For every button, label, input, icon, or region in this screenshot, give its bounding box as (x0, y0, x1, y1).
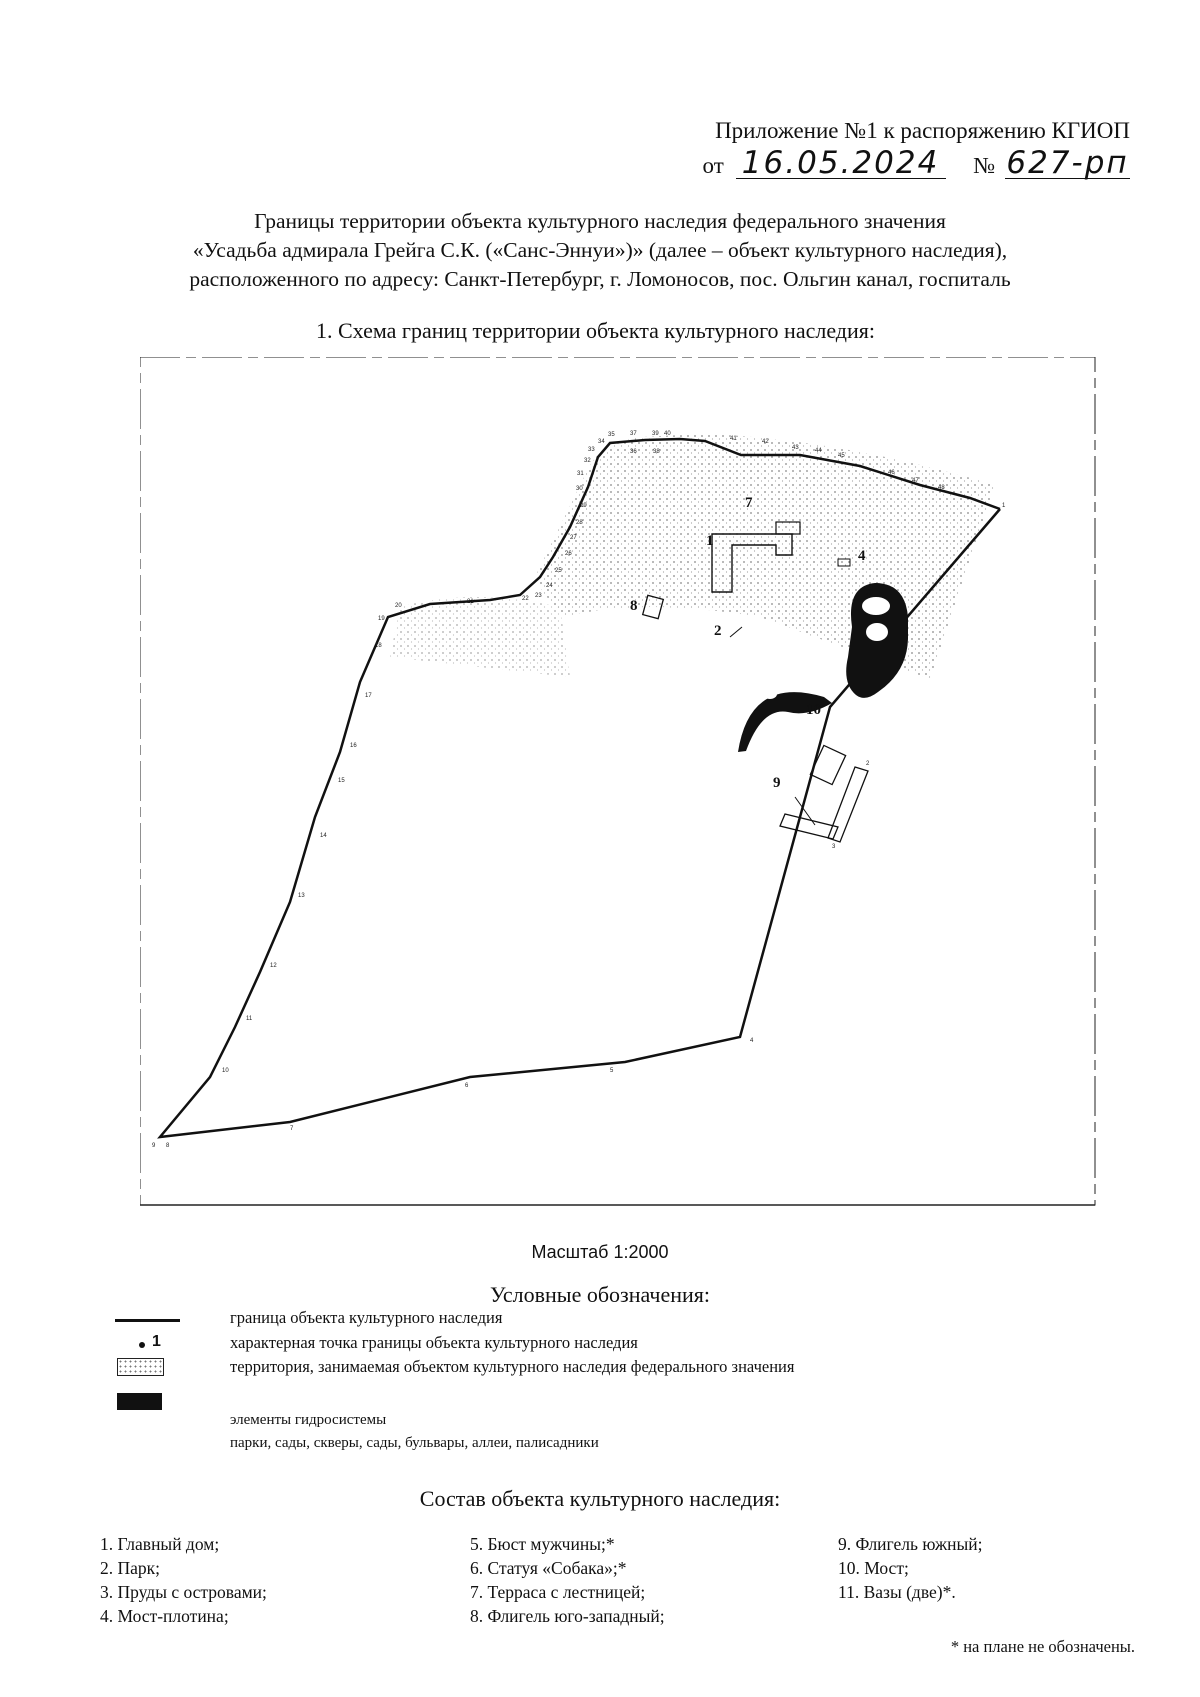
label-ponds: 3 (866, 583, 874, 599)
point-label: 1 (1002, 503, 1006, 509)
point-label: 27 (570, 535, 577, 541)
point-label: 25 (555, 568, 562, 574)
point-label: 16 (350, 743, 357, 749)
point-label: 35 (608, 432, 615, 438)
legend-title: Условные обозначения: (489, 1282, 711, 1307)
label-terrace: 7 (745, 495, 753, 511)
point-label: 13 (298, 893, 305, 899)
point-label: 46 (888, 470, 895, 476)
label-sw-wing: 8 (630, 598, 638, 614)
point-label: 44 (815, 448, 822, 454)
label-park: 2 (714, 623, 722, 639)
point-label: 3 (832, 844, 836, 850)
point-label: 39 (652, 431, 659, 437)
legend-territory-symbol (117, 1358, 164, 1376)
label-bridge: 10 (806, 702, 821, 718)
footnote: * на плане не обозначены. (950, 1637, 1135, 1656)
number-prefix: № (973, 153, 996, 178)
point-label: 24 (546, 583, 553, 589)
order-line (702, 145, 1130, 181)
label-main-house: 1 (706, 533, 714, 549)
point-label: 22 (522, 596, 529, 602)
point-label: 15 (338, 778, 345, 784)
composition-item: 3. Пруды с островами; (100, 1582, 267, 1602)
point-label: 33 (588, 447, 595, 453)
composition-item: 8. Флигель юго-западный; (470, 1606, 665, 1626)
legend-boundary: граница объекта культурного наследия (230, 1308, 503, 1327)
composition-item: 6. Статуя «Собака»;* (470, 1558, 627, 1578)
composition-item: 2. Парк; (100, 1558, 161, 1578)
title-line-1: Границы территории объекта культурного наследия федерального значения (254, 209, 946, 233)
point-label: 40 (664, 431, 671, 437)
point-label: 5 (610, 1068, 614, 1074)
composition-item: 11. Вазы (две)*. (838, 1582, 956, 1602)
point-label: 19 (378, 616, 385, 622)
legend-territory: территория, занимаемая объектом культурного наследия федерального значения (230, 1357, 795, 1376)
point-label: 7 (290, 1126, 294, 1132)
point-label: 10 (222, 1068, 229, 1074)
composition-item: 10. Мост; (838, 1558, 909, 1578)
point-label: 9 (152, 1143, 156, 1149)
section-scheme-heading: 1. Схема границ территории объекта культурного наследия: (316, 318, 876, 343)
point-label: 26 (565, 551, 572, 557)
point-label: 38 (653, 449, 660, 455)
order-date: 16.05.2024 (736, 148, 946, 179)
point-label: 36 (630, 449, 637, 455)
point-label: 47 (912, 478, 919, 484)
title-line-2: «Усадьба адмирала Грейга С.К. («Санс-Эннуи»)» (далее – объект культурного наследия), (192, 238, 1008, 262)
composition-column-2 (470, 1532, 665, 1628)
legend-point-symbol (139, 1342, 145, 1348)
composition-item: 4. Мост-плотина; (100, 1606, 229, 1626)
composition-item: 1. Главный дом; (100, 1534, 220, 1554)
point-label: 31 (577, 471, 584, 477)
map-scale: Масштаб 1:2000 (531, 1242, 669, 1262)
point-label: 12 (270, 963, 277, 969)
point-label: 45 (838, 453, 845, 459)
composition-item: 5. Бюст мужчины;* (470, 1534, 615, 1554)
point-label: 30 (576, 486, 583, 492)
point-label: 34 (598, 439, 605, 445)
boundary-scheme-map (140, 357, 1100, 1237)
legend-point: характерная точка границы объекта культурного наследия (230, 1333, 638, 1352)
point-label: 29 (580, 503, 587, 509)
composition-title: Состав объекта культурного наследия: (419, 1486, 781, 1511)
point-label: 37 (630, 431, 637, 437)
composition-column-3 (838, 1532, 982, 1604)
point-label: 20 (395, 603, 402, 609)
legend-hydro: элементы гидросистемы (230, 1412, 387, 1428)
territory-hatch (535, 434, 995, 679)
point-label: 11 (246, 1016, 253, 1022)
point-label: 43 (792, 445, 799, 451)
label-south-wing: 9 (773, 775, 781, 791)
composition-item: 9. Флигель южный; (838, 1534, 983, 1554)
point-label: 23 (535, 593, 542, 599)
label-dam-bridge: 4 (858, 548, 866, 564)
point-label: 32 (584, 458, 591, 464)
point-label: 8 (166, 1143, 170, 1149)
point-label: 28 (576, 520, 583, 526)
legend-parks: парки, сады, скверы, сады, бульвары, аллеи, палисадники (230, 1435, 599, 1451)
order-number: 627-рп (1006, 145, 1129, 181)
island-upper (862, 597, 890, 615)
point-label: 2 (866, 761, 870, 767)
building-south-wing (828, 767, 868, 842)
point-label: 18 (375, 643, 382, 649)
point-label: 48 (938, 485, 945, 491)
composition-column-1 (100, 1532, 267, 1628)
building-south-wing-annex (810, 745, 845, 784)
legend-hydro-symbol (117, 1393, 162, 1410)
point-label: 6 (465, 1083, 469, 1089)
point-label: 41 (730, 436, 737, 442)
legend-boundary-line-symbol (115, 1319, 180, 1322)
point-label: 14 (320, 833, 327, 839)
title-line-3: расположенного по адресу: Санкт-Петербург, г. Ломоносов, пос. Ольгин канал, госпиталь (189, 267, 1011, 291)
composition-item: 7. Терраса с лестницей; (470, 1582, 646, 1602)
point-label: 42 (762, 439, 769, 445)
from-prefix: от (702, 153, 724, 178)
point-label: 4 (750, 1038, 754, 1044)
point-label: 21 (467, 599, 474, 605)
appendix-label: Приложение №1 к распоряжению КГИОП (715, 118, 1130, 143)
legend-point-number: 1 (152, 1333, 161, 1350)
point-label: 17 (365, 693, 372, 699)
